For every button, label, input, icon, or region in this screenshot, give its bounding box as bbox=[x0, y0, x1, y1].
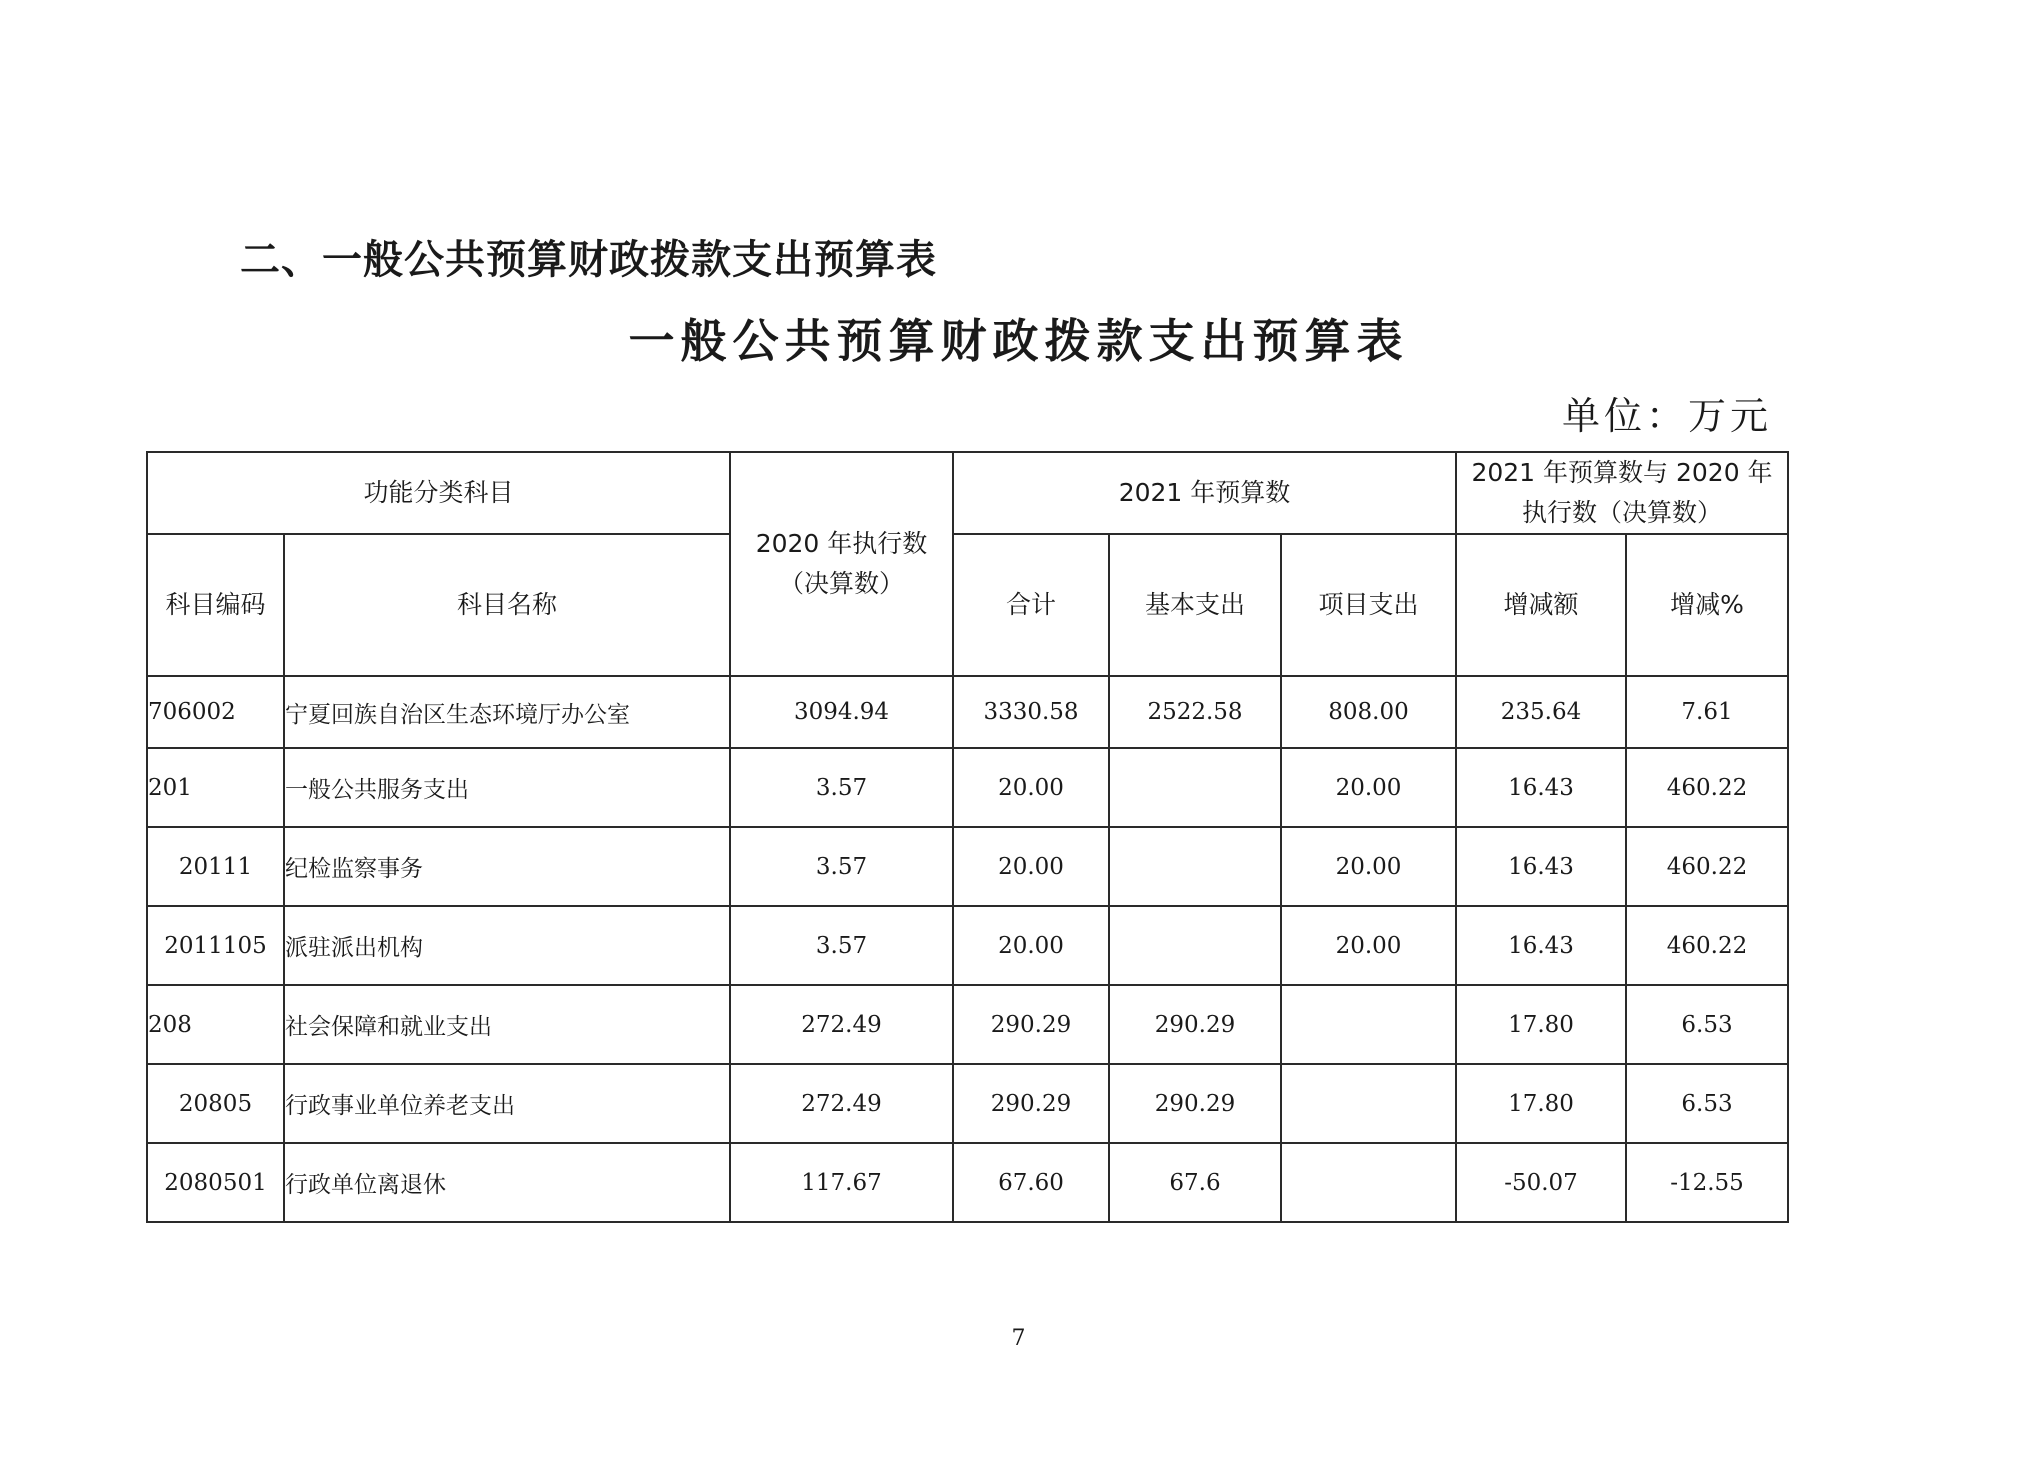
cell-change-pct: -12.55 bbox=[1626, 1143, 1788, 1222]
cell-code: 208 bbox=[147, 985, 284, 1064]
cell-code: 20805 bbox=[147, 1064, 284, 1143]
cell-project bbox=[1281, 1143, 1456, 1222]
cell-total: 290.29 bbox=[953, 1064, 1109, 1143]
cell-change-pct: 460.22 bbox=[1626, 827, 1788, 906]
header-change-amount: 增减额 bbox=[1456, 534, 1626, 676]
cell-exec-2020: 272.49 bbox=[730, 985, 953, 1064]
cell-basic: 67.6 bbox=[1109, 1143, 1281, 1222]
header-functional-subject: 功能分类科目 bbox=[147, 452, 730, 534]
header-budget-2021: 2021 年预算数 bbox=[953, 452, 1456, 534]
cell-change-pct: 6.53 bbox=[1626, 985, 1788, 1064]
cell-code: 201 bbox=[147, 748, 284, 827]
cell-basic: 2522.58 bbox=[1109, 676, 1281, 748]
cell-change-amount: 16.43 bbox=[1456, 906, 1626, 985]
cell-exec-2020: 117.67 bbox=[730, 1143, 953, 1222]
header-subject-name: 科目名称 bbox=[284, 534, 730, 676]
cell-project: 20.00 bbox=[1281, 827, 1456, 906]
cell-exec-2020: 3094.94 bbox=[730, 676, 953, 748]
cell-basic: 290.29 bbox=[1109, 985, 1281, 1064]
header-row-1 bbox=[147, 452, 1788, 534]
cell-change-pct: 7.61 bbox=[1626, 676, 1788, 748]
table-row bbox=[147, 676, 1788, 748]
cell-change-pct: 460.22 bbox=[1626, 748, 1788, 827]
header-exec-2020: 2020 年执行数（决算数） bbox=[730, 452, 953, 676]
cell-code: 706002 bbox=[147, 676, 284, 748]
table-row bbox=[147, 906, 1788, 985]
cell-project: 20.00 bbox=[1281, 906, 1456, 985]
cell-change-amount: 16.43 bbox=[1456, 827, 1626, 906]
cell-change-amount: 17.80 bbox=[1456, 985, 1626, 1064]
cell-change-pct: 6.53 bbox=[1626, 1064, 1788, 1143]
unit-label: 单位：万元 bbox=[1561, 394, 1772, 438]
cell-project bbox=[1281, 1064, 1456, 1143]
cell-code: 2080501 bbox=[147, 1143, 284, 1222]
cell-change-amount: 17.80 bbox=[1456, 1064, 1626, 1143]
cell-total: 67.60 bbox=[953, 1143, 1109, 1222]
header-change-pct: 增减% bbox=[1626, 534, 1788, 676]
header-project: 项目支出 bbox=[1281, 534, 1456, 676]
budget-table bbox=[146, 451, 1789, 1223]
cell-project: 808.00 bbox=[1281, 676, 1456, 748]
cell-exec-2020: 3.57 bbox=[730, 827, 953, 906]
cell-project: 20.00 bbox=[1281, 748, 1456, 827]
cell-code: 2011105 bbox=[147, 906, 284, 985]
cell-basic bbox=[1109, 827, 1281, 906]
cell-name: 行政单位离退休 bbox=[284, 1143, 730, 1222]
cell-code: 20111 bbox=[147, 827, 284, 906]
cell-name: 派驻派出机构 bbox=[284, 906, 730, 985]
table-row bbox=[147, 1143, 1788, 1222]
cell-total: 20.00 bbox=[953, 827, 1109, 906]
cell-change-amount: 16.43 bbox=[1456, 748, 1626, 827]
section-heading: 二、一般公共预算财政拨款支出预算表 bbox=[240, 237, 937, 283]
table-row bbox=[147, 748, 1788, 827]
cell-name: 行政事业单位养老支出 bbox=[284, 1064, 730, 1143]
header-comparison: 2021 年预算数与 2020 年执行数（决算数） bbox=[1456, 452, 1788, 534]
header-subject-code: 科目编码 bbox=[147, 534, 284, 676]
cell-total: 20.00 bbox=[953, 748, 1109, 827]
table-row bbox=[147, 985, 1788, 1064]
cell-exec-2020: 3.57 bbox=[730, 906, 953, 985]
table-row bbox=[147, 1064, 1788, 1143]
table-title: 一般公共预算财政拨款支出预算表 bbox=[628, 314, 1409, 368]
page-number: 7 bbox=[1011, 1326, 1026, 1351]
cell-name: 社会保障和就业支出 bbox=[284, 985, 730, 1064]
table-row bbox=[147, 827, 1788, 906]
cell-basic: 290.29 bbox=[1109, 1064, 1281, 1143]
cell-project bbox=[1281, 985, 1456, 1064]
cell-total: 3330.58 bbox=[953, 676, 1109, 748]
cell-basic bbox=[1109, 906, 1281, 985]
cell-basic bbox=[1109, 748, 1281, 827]
cell-name: 一般公共服务支出 bbox=[284, 748, 730, 827]
cell-change-amount: -50.07 bbox=[1456, 1143, 1626, 1222]
cell-exec-2020: 272.49 bbox=[730, 1064, 953, 1143]
cell-total: 290.29 bbox=[953, 985, 1109, 1064]
header-basic: 基本支出 bbox=[1109, 534, 1281, 676]
header-row-2 bbox=[147, 534, 1788, 676]
cell-total: 20.00 bbox=[953, 906, 1109, 985]
cell-change-amount: 235.64 bbox=[1456, 676, 1626, 748]
cell-name: 纪检监察事务 bbox=[284, 827, 730, 906]
cell-name: 宁夏回族自治区生态环境厅办公室 bbox=[284, 676, 730, 748]
cell-exec-2020: 3.57 bbox=[730, 748, 953, 827]
cell-change-pct: 460.22 bbox=[1626, 906, 1788, 985]
header-total: 合计 bbox=[953, 534, 1109, 676]
